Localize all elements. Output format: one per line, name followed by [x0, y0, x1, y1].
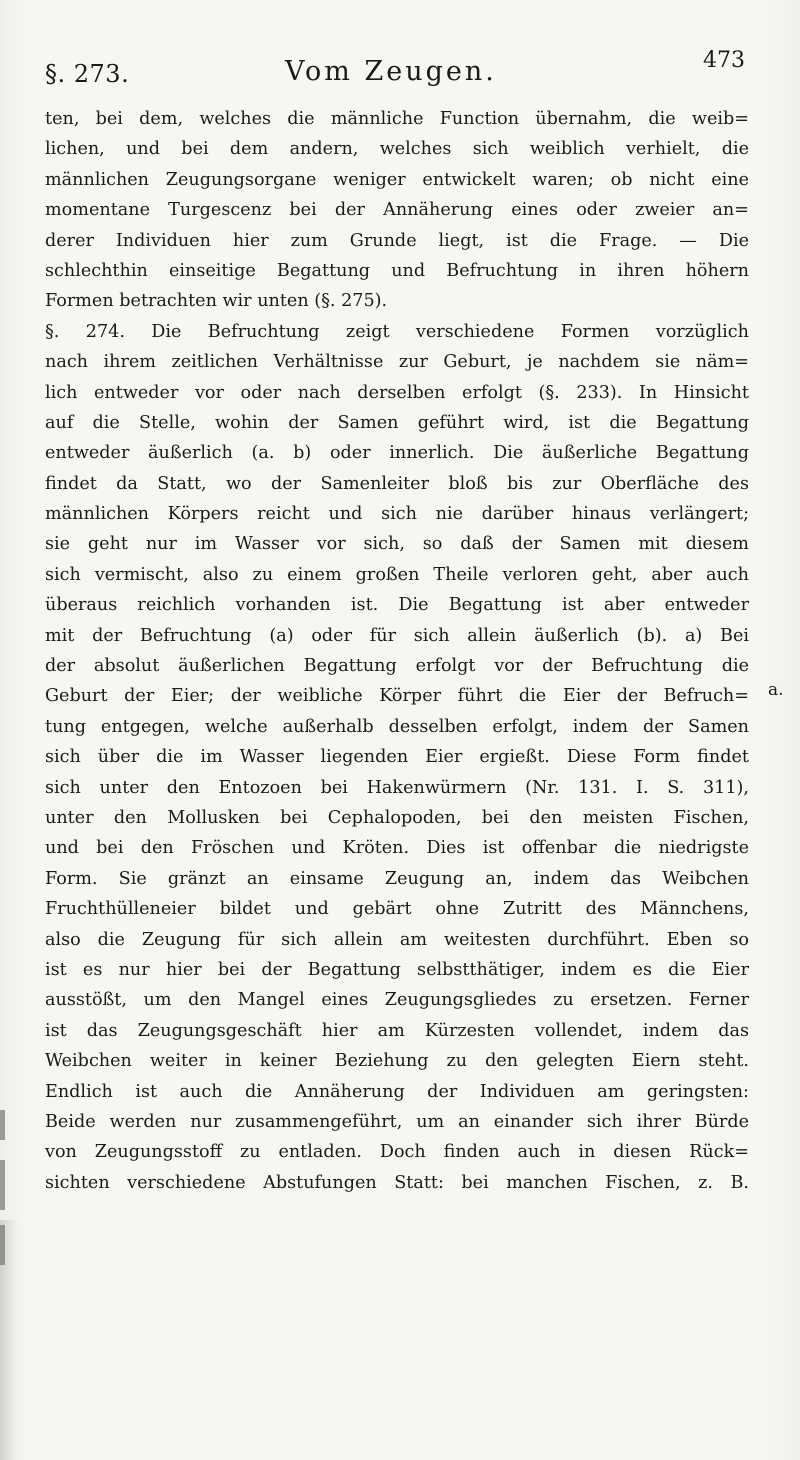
- text-line: ist es nur hier bei der Begattung selbstthätiger, indem es die Eier: [45, 959, 749, 980]
- text-line: findet da Statt, wo der Samenleiter bloß bis zur Oberfläche des: [45, 473, 749, 494]
- text-line: männlichen Zeugungsorgane weniger entwickelt waren; ob nicht eine: [45, 169, 749, 190]
- text-line: von Zeugungsstoff zu entladen. Doch finden auch in diesen Rück=: [45, 1142, 749, 1163]
- text-line: männlichen Körpers reicht und sich nie darüber hinaus verlängert;: [45, 504, 749, 525]
- text-line: tung entgegen, welche außerhalb desselben erfolgt, indem der Samen: [45, 716, 749, 737]
- text-line: sich über die im Wasser liegenden Eier ergießt. Diese Form findet: [45, 747, 749, 768]
- text-line: derer Individuen hier zum Grunde liegt, ist die Frage. — Die: [45, 230, 749, 251]
- text-line: sichten verschiedene Abstufungen Statt: bei manchen Fischen, z. B.: [45, 1172, 749, 1193]
- text-line: also die Zeugung für sich allein am weitesten durchführt. Eben so: [45, 929, 749, 950]
- page-number: 473: [703, 48, 745, 73]
- text-line: der absolut äußerlichen Begattung erfolgt vor der Befruchtung die: [45, 656, 749, 677]
- page-shadow: [0, 1220, 18, 1460]
- text-line: Beide werden nur zusammengeführt, um an einander sich ihrer Bürde: [45, 1111, 749, 1132]
- body-text: [45, 104, 749, 1198]
- text-line: lichen, und bei dem andern, welches sich weiblich verhielt, die: [45, 139, 749, 160]
- text-line: sich unter den Entozoen bei Hakenwürmern (Nr. 131. I. S. 311),: [45, 777, 749, 798]
- page-edge-mark: [0, 1160, 5, 1210]
- text-line: nach ihrem zeitlichen Verhältnisse zur Geburt, je nachdem sie näm=: [45, 352, 749, 373]
- page-edge-mark: [0, 1110, 5, 1140]
- text-line: überaus reichlich vorhanden ist. Die Begattung ist aber entweder: [45, 595, 749, 616]
- text-line: ist das Zeugungsgeschäft hier am Kürzesten vollendet, indem das: [45, 1020, 749, 1041]
- margin-note: a.: [768, 680, 784, 700]
- text-line: auf die Stelle, wohin der Samen geführt wird, ist die Begattung: [45, 412, 749, 433]
- text-line: schlechthin einseitige Begattung und Befruchtung in ihren höhern: [45, 260, 749, 281]
- text-line: Fruchthülleneier bildet und gebärt ohne Zutritt des Männchens,: [45, 899, 749, 920]
- text-line: Formen betrachten wir unten (§. 275).: [45, 291, 388, 312]
- text-line: ausstößt, um den Mangel eines Zeugungsgliedes zu ersetzen. Ferner: [45, 990, 749, 1011]
- text-line: entweder äußerlich (a. b) oder innerlich. Die äußerliche Begattung: [45, 443, 749, 464]
- section-number: §. 273.: [45, 60, 130, 88]
- text-line: §. 274. Die Befruchtung zeigt verschiedene Formen vorzüglich: [45, 321, 749, 342]
- text-line: mit der Befruchtung (a) oder für sich allein äußerlich (b). a) Bei: [45, 625, 749, 646]
- text-line: ten, bei dem, welches die männliche Function übernahm, die weib=: [45, 109, 749, 129]
- text-line: sich vermischt, also zu einem großen Theile verloren geht, aber auch: [45, 564, 749, 585]
- text-line: sie geht nur im Wasser vor sich, so daß der Samen mit diesem: [45, 534, 749, 555]
- text-line: Weibchen weiter in keiner Beziehung zu den gelegten Eiern steht.: [45, 1051, 749, 1072]
- text-line: lich entweder vor oder nach derselben erfolgt (§. 233). In Hinsicht: [45, 382, 749, 403]
- text-line: momentane Turgescenz bei der Annäherung eines oder zweier an=: [45, 200, 749, 221]
- text-line: und bei den Fröschen und Kröten. Dies ist offenbar die niedrigste: [45, 838, 749, 859]
- text-line: Geburt der Eier; der weibliche Körper führt die Eier der Befruch=: [45, 686, 749, 707]
- running-title: Vom Zeugen.: [285, 56, 497, 87]
- text-line: unter den Mollusken bei Cephalopoden, bei den meisten Fischen,: [45, 807, 749, 828]
- text-line: Endlich ist auch die Annäherung der Individuen am geringsten:: [45, 1081, 749, 1102]
- text-line: Form. Sie gränzt an einsame Zeugung an, indem das Weibchen: [45, 868, 749, 889]
- page-header: [45, 44, 745, 88]
